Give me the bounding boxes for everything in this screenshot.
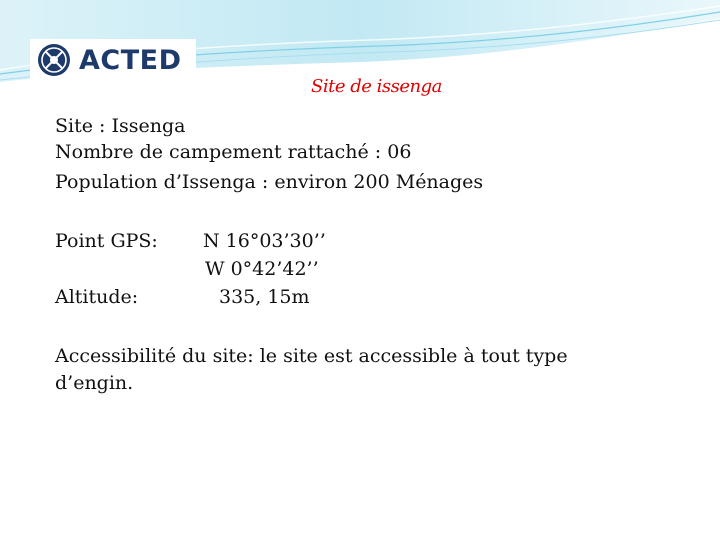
gps-north: N 16°03’30’’ [203,230,326,252]
gps-west: W 0°42’42’’ [205,258,319,280]
campements-line: Nombre de campement rattaché : 06 [55,141,412,163]
gps-label: Point GPS: [55,230,158,252]
population-line: Population d’Issenga : environ 200 Ménages [55,171,484,193]
logo-text: ACTED [79,44,182,76]
altitude-value: 335, 15m [219,286,310,308]
altitude-label: Altitude: [55,286,139,308]
slide-title: Site de issenga [311,76,442,97]
acted-emblem-icon [36,42,72,78]
site-line: Site : Issenga [55,115,186,137]
accessibility-paragraph: Accessibilité du site: le site est accessible à tout type d’engin. [55,345,568,394]
acted-logo [30,39,196,81]
